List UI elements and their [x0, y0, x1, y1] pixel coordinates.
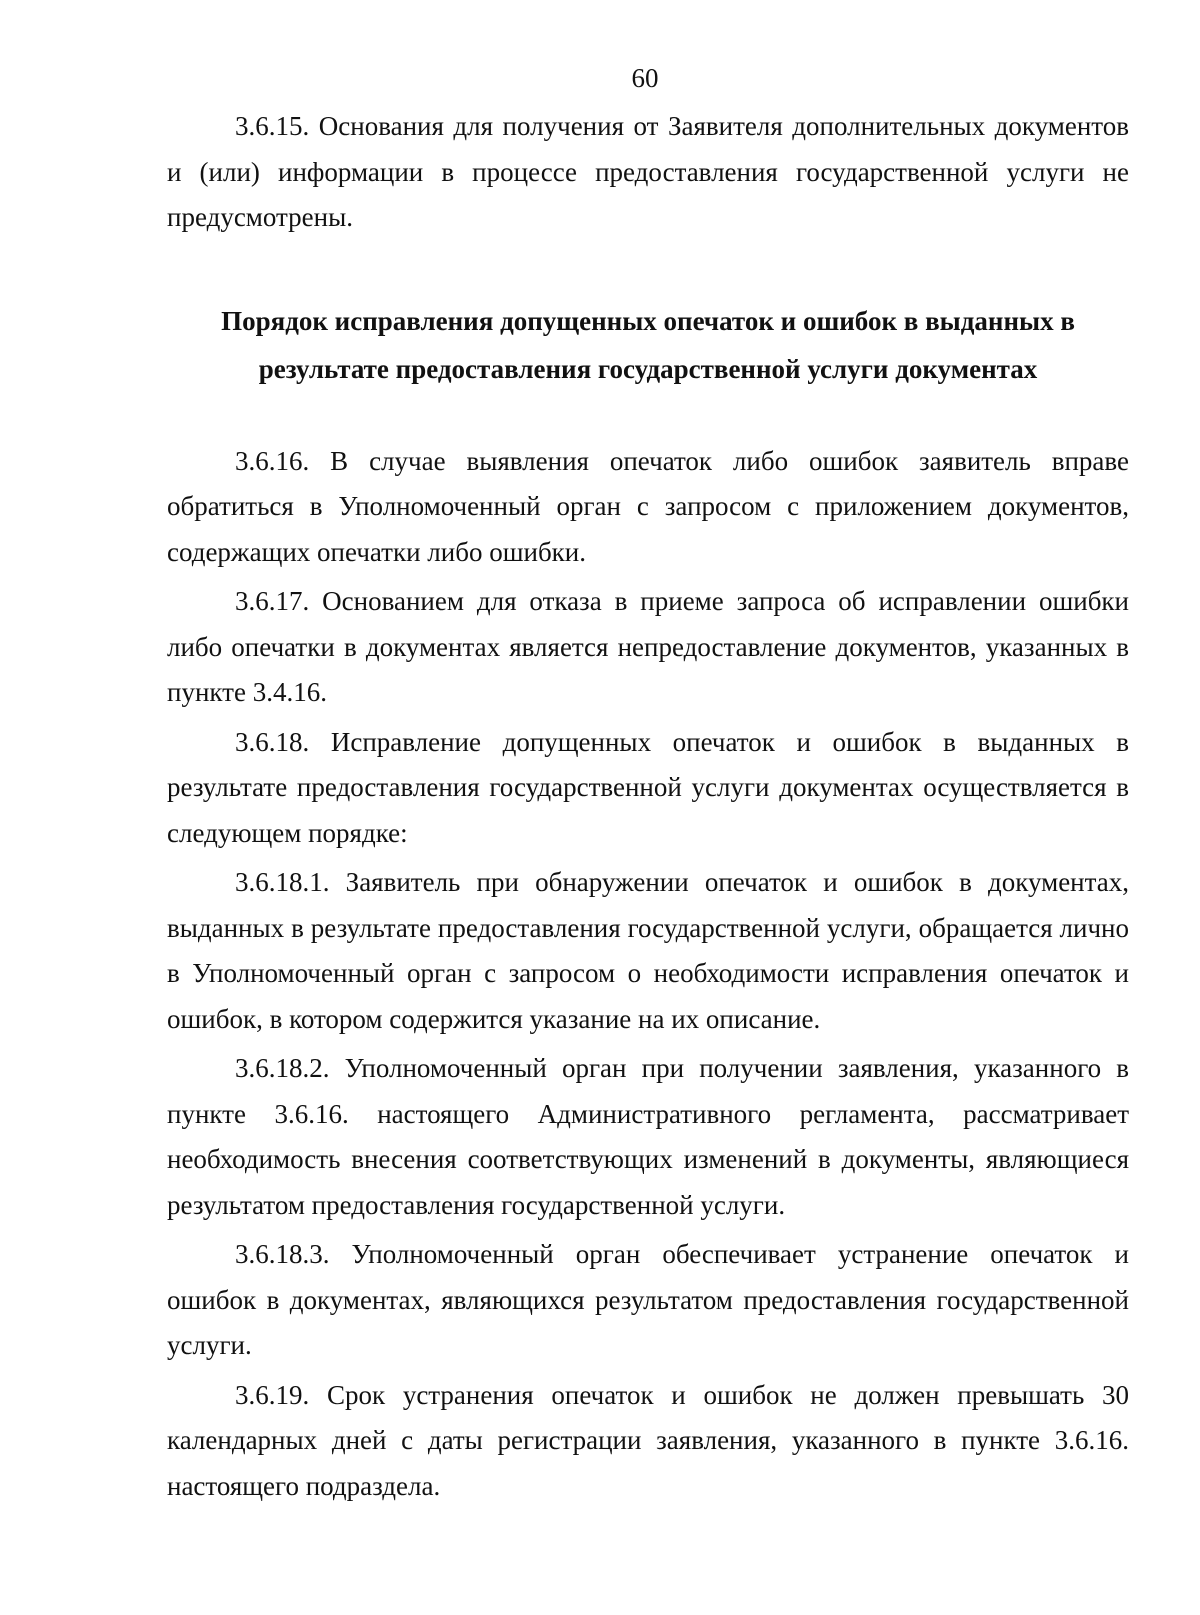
page-number: 60 [631, 63, 659, 93]
paragraph-3-6-15: 3.6.15. Основания для получения от Заявителя дополнительных документов и (или) информации в процессе предоставления государственной услуги не предусмотрены. [167, 111, 1129, 232]
section-heading-line-1: Порядок исправления допущенных опечаток и ошибок в выданных в [221, 305, 1075, 336]
paragraph-3-6-18: 3.6.18. Исправление допущенных опечаток и ошибок в выданных в результате предоставления государственной услуги документах осуществляется в следующем порядке: [167, 726, 1129, 848]
paragraph-3-6-18-2: 3.6.18.2. Уполномоченный орган при получении заявления, указанного в пункте 3.6.16. настоящего Административного регламента, рассматривает необходимость внесения соответствующих изменений в документы, являющиеся результатом предоставления государственной услуги. [167, 1053, 1129, 1220]
paragraph-3-6-18-1: 3.6.18.1. Заявитель при обнаружении опечаток и ошибок в документах, выданных в результате предоставления государственной услуги, обращается лично в Уполномоченный орган с запросом о необходимости исправления опечаток и ошибок, в котором содержится указание на их описание. [167, 867, 1129, 1034]
paragraph-3-6-18-3: 3.6.18.3. Уполномоченный орган обеспечивает устранение опечаток и ошибок в документах, являющихся результатом предоставления государственной услуги. [167, 1239, 1129, 1360]
section-heading-line-2: результате предоставления государственной услуги документах [258, 353, 1038, 384]
paragraph-3-6-19: 3.6.19. Срок устранения опечаток и ошибок не должен превышать 30 календарных дней с даты регистрации заявления, указанного в пункте 3.6.16. настоящего подраздела. [167, 1379, 1129, 1501]
document-body [167, 104, 1129, 1509]
section-heading [167, 297, 1129, 393]
paragraph-3-6-16: 3.6.16. В случае выявления опечаток либо ошибок заявитель вправе обратиться в Уполномоченный орган с запросом с приложением документов, содержащих опечатки либо ошибки. [167, 445, 1129, 567]
paragraph-3-6-17: 3.6.17. Основанием для отказа в приеме запроса об исправлении ошибки либо опечатки в документах является непредоставление документов, указанных в пункте 3.4.16. [167, 586, 1129, 707]
